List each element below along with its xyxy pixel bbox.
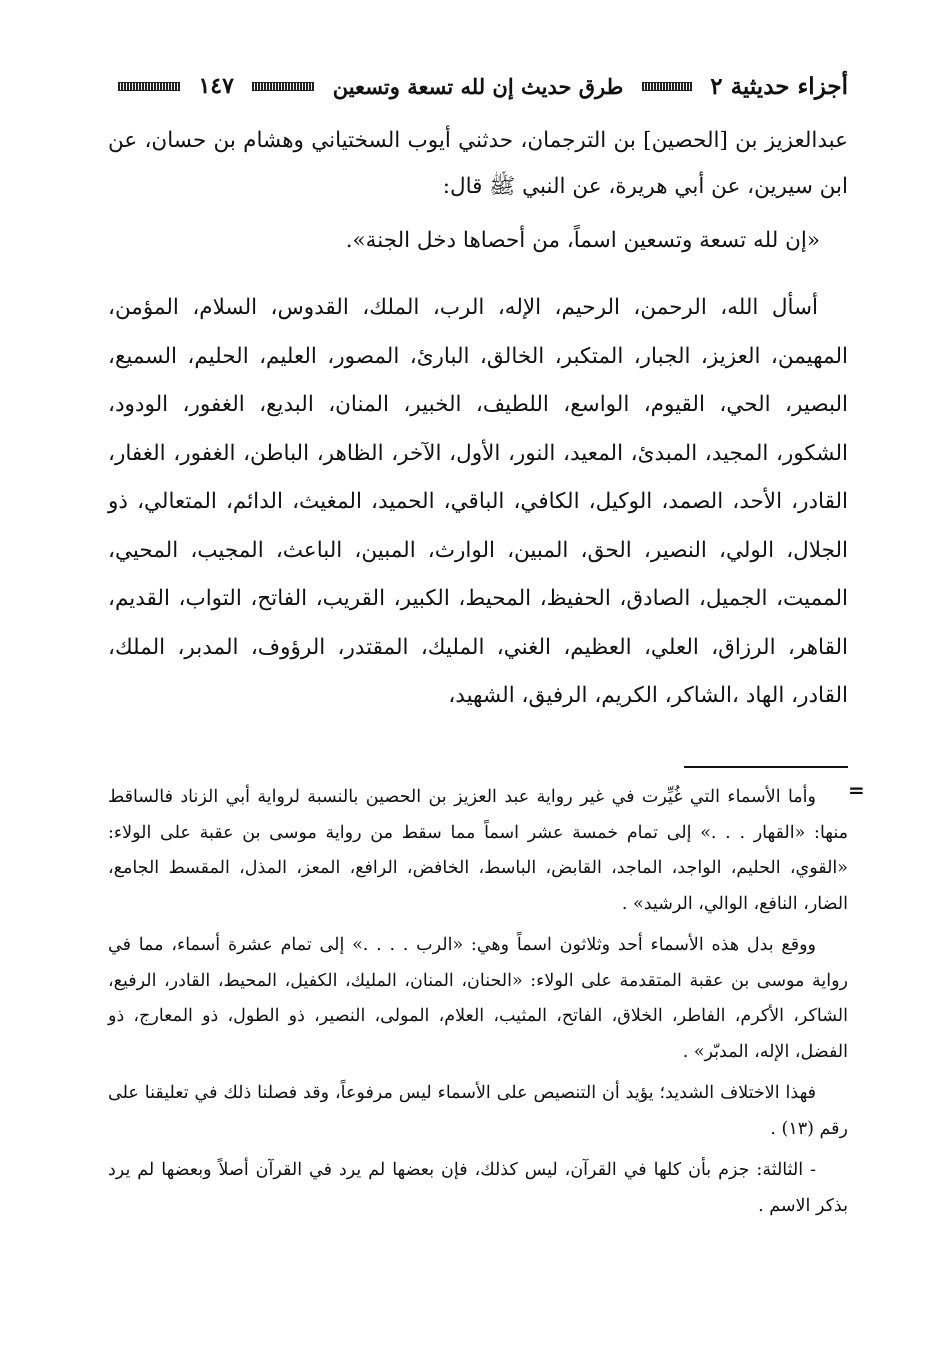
decorative-rule xyxy=(118,82,180,91)
footnote-paragraph: - الثالثة: جزم بأن كلها في القرآن، ليس كذلك، فإن بعضها لم يرد في القرآن أصلاً وبعضها لم يرد بذكر الاسم . xyxy=(108,1160,848,1216)
running-header xyxy=(118,66,848,106)
decorative-rule xyxy=(642,82,692,91)
footnote-paragraph: ووقع بدل هذه الأسماء أحد وثلاثون اسماً وهي: «الرب . . . .» إلى تمام عشرة أسماء، مما في رواية موسى بن عقبة المتقدمة على الولاء: «الحنان، المنان، المليك، الكفيل، المحيط، القادر، الرفيع، الشاكر، الأكرم، الفاطر، الخلاق، الفاتح، المثيب، العلام، المولى، النصير، ذو الطول، ذو المعارج، ذو الفضل، الإله، المدبّر» . xyxy=(108,935,848,1062)
footnote-paragraph: فهذا الاختلاف الشديد؛ يؤيد أن التنصيص على الأسماء ليس مرفوعاً، وقد فصلنا ذلك في تعليقنا على رقم (١٣) . xyxy=(108,1083,848,1139)
decorative-rule xyxy=(252,82,314,91)
book-title: أجزاء حديثية ٢ xyxy=(710,72,848,100)
isnad-paragraph: عبدالعزيز بن [الحصين] بن الترجمان، حدثني أيوب السختياني وهشام بن حسان، عن ابن سيرين، عن أبي هريرة، عن النبي ﷺ قال: xyxy=(108,128,848,199)
page-number: ١٤٧ xyxy=(198,73,234,99)
footnote-paragraph: وأما الأسماء التي غُيِّرت في غير رواية عبد العزيز بن الحصين بالنسبة لرواية أبي الزناد فالساقط منها: «القهار . . .» إلى تمام خمسة عشر اسماً مما سقط من رواية موسى بن عقبة على الولاء: «القوي، الحليم، الواجد، الماجد، القابض، الباسط، الخافض، الرافع، المعز، المذل، المقسط الجامع، الضار، النافع، الوالي، الرشيد» . xyxy=(108,787,848,914)
footnotes xyxy=(108,780,848,1224)
footnote-separator xyxy=(684,766,848,768)
hadith-quote: «إن لله تسعة وتسعين اسماً، من أحصاها دخل الجنة». xyxy=(345,228,820,253)
names-list-paragraph: أسأل الله، الرحمن، الرحيم، الإله، الرب، الملك، القدوس، السلام، المؤمن، المهيمن، العزيز، الجبار، المتكبر، الخالق، البارئ، المصور، العليم، الحليم، السميع، البصير، الحي، القيوم، الواسع، اللطيف، الخبير، المنان، البديع، الغفور، الودود، الشكور، المجيد، المبدئ، المعيد، النور، الأول، الآخر، الظاهر، الباطن، الغفور، الغفار، القادر، الأحد، الصمد، الوكيل، الكافي، الباقي، الحميد، المغيث، الدائم، المتعالي، ذو الجلال، الولي، النصير، الحق، المبين، الوارث، المبين، الباعث، المجيب، المحيي، المميت، الجميل، الصادق، الحفيظ، المحيط، الكبير، القريب، الفاتح، التواب، القديم، القاهر، الرزاق، العلي، العظيم، الغني، المليك، المقتدر، الرؤوف، المدبر، الملك، القادر، الهاد ،الشاكر، الكريم، الرفيق، الشهيد، xyxy=(108,295,848,708)
main-text xyxy=(108,118,848,721)
chapter-title: طرق حديث إن لله تسعة وتسعين xyxy=(332,73,624,99)
footnote-continuation-mark: = xyxy=(848,778,865,802)
